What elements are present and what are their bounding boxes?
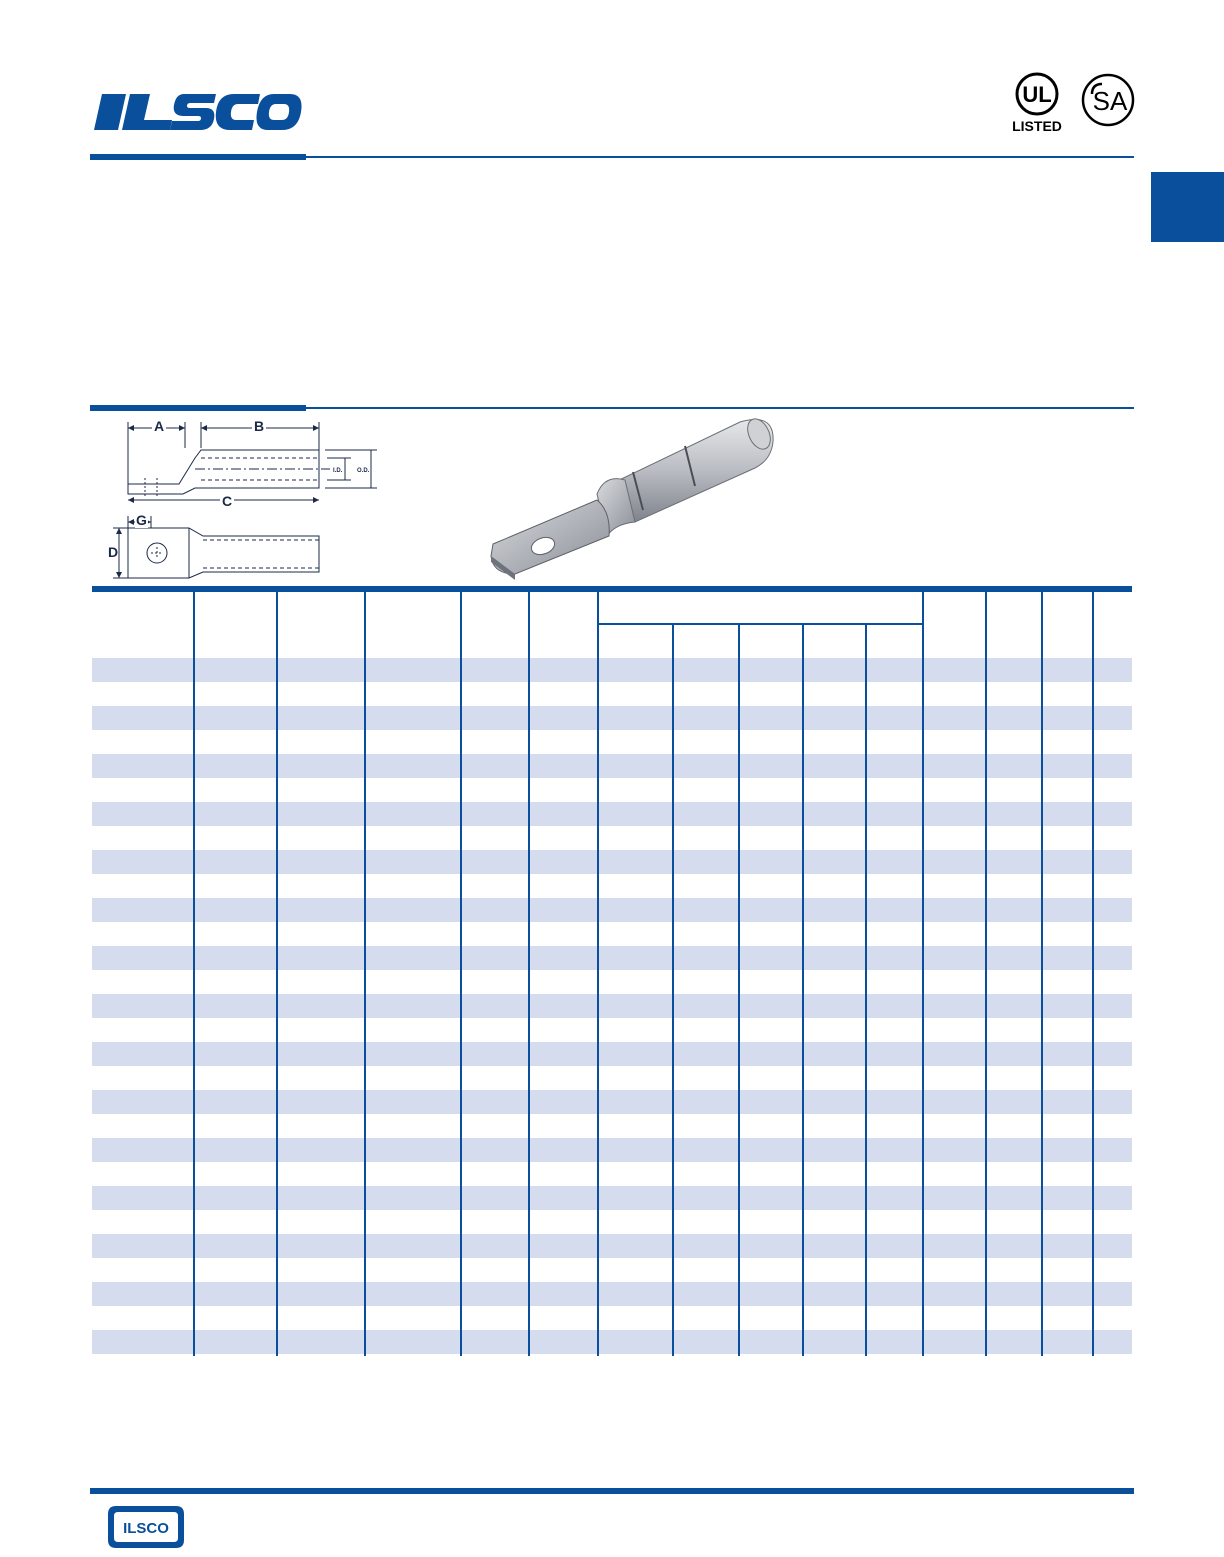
- table-row: [92, 658, 1132, 682]
- header-rule-accent: [90, 154, 306, 160]
- dim-label-g: G: [136, 512, 147, 528]
- section-rule-accent: [90, 405, 306, 411]
- table-row: [92, 802, 1132, 826]
- dim-label-c: C: [222, 493, 233, 509]
- column-divider: [738, 624, 740, 1356]
- table-row: [92, 1042, 1132, 1066]
- ul-listed-mark: [1002, 72, 1072, 134]
- csa-mark: [1080, 72, 1136, 128]
- table-row: [92, 922, 1132, 946]
- table-row: [92, 1306, 1132, 1330]
- table-row: [92, 682, 1132, 706]
- table-row: [92, 1090, 1132, 1114]
- table-row: [92, 1330, 1132, 1354]
- column-divider: [460, 592, 462, 1356]
- dim-label-a: A: [154, 418, 165, 434]
- table-row: [92, 778, 1132, 802]
- table-row: [92, 706, 1132, 730]
- column-divider: [802, 624, 804, 1356]
- table-row: [92, 730, 1132, 754]
- ul-listed-text: LISTED: [1012, 118, 1062, 134]
- table-row: [92, 826, 1132, 850]
- svg-text:SA: SA: [1092, 86, 1128, 116]
- footer-rule: [90, 1488, 1134, 1494]
- group-header-rule: [598, 623, 922, 625]
- table-row: [92, 1234, 1132, 1258]
- section-rule: [306, 407, 1134, 409]
- table-row: [92, 850, 1132, 874]
- table-row: [92, 1114, 1132, 1138]
- column-divider: [865, 624, 867, 1356]
- id-label: I.D.: [333, 468, 343, 474]
- table-row: [92, 1258, 1132, 1282]
- dim-label-d: D: [108, 544, 119, 560]
- column-divider: [193, 592, 195, 1356]
- section-tab: [1151, 172, 1224, 242]
- table-row: [92, 1210, 1132, 1234]
- specification-table: [92, 586, 1132, 1356]
- table-row: [92, 1186, 1132, 1210]
- column-divider: [1041, 592, 1043, 1356]
- ilsco-footer-logo: [106, 1502, 186, 1552]
- table-top-bar: [92, 586, 1132, 592]
- column-divider: [276, 592, 278, 1356]
- table-row: [92, 1066, 1132, 1090]
- dimension-diagram: [95, 418, 395, 588]
- dim-label-b: B: [254, 418, 265, 434]
- table-row: [92, 1282, 1132, 1306]
- table-row: [92, 898, 1132, 922]
- column-divider: [1092, 592, 1094, 1356]
- svg-text:UL: UL: [1022, 82, 1052, 107]
- svg-text:ILSCO: ILSCO: [123, 1520, 169, 1537]
- column-divider: [597, 592, 599, 1356]
- lug-photo: [485, 412, 780, 582]
- od-label: O.D.: [357, 468, 370, 474]
- ilsco-logo: [92, 92, 302, 132]
- column-divider: [672, 624, 674, 1356]
- column-divider: [922, 592, 924, 1356]
- table-row: [92, 970, 1132, 994]
- table-row: [92, 874, 1132, 898]
- table-row: [92, 946, 1132, 970]
- table-row: [92, 754, 1132, 778]
- table-body: [92, 658, 1132, 1354]
- table-row: [92, 994, 1132, 1018]
- header-rule: [306, 156, 1134, 158]
- column-divider: [985, 592, 987, 1356]
- table-row: [92, 1018, 1132, 1042]
- column-divider: [364, 592, 366, 1356]
- column-divider: [528, 592, 530, 1356]
- table-row: [92, 1138, 1132, 1162]
- table-row: [92, 1162, 1132, 1186]
